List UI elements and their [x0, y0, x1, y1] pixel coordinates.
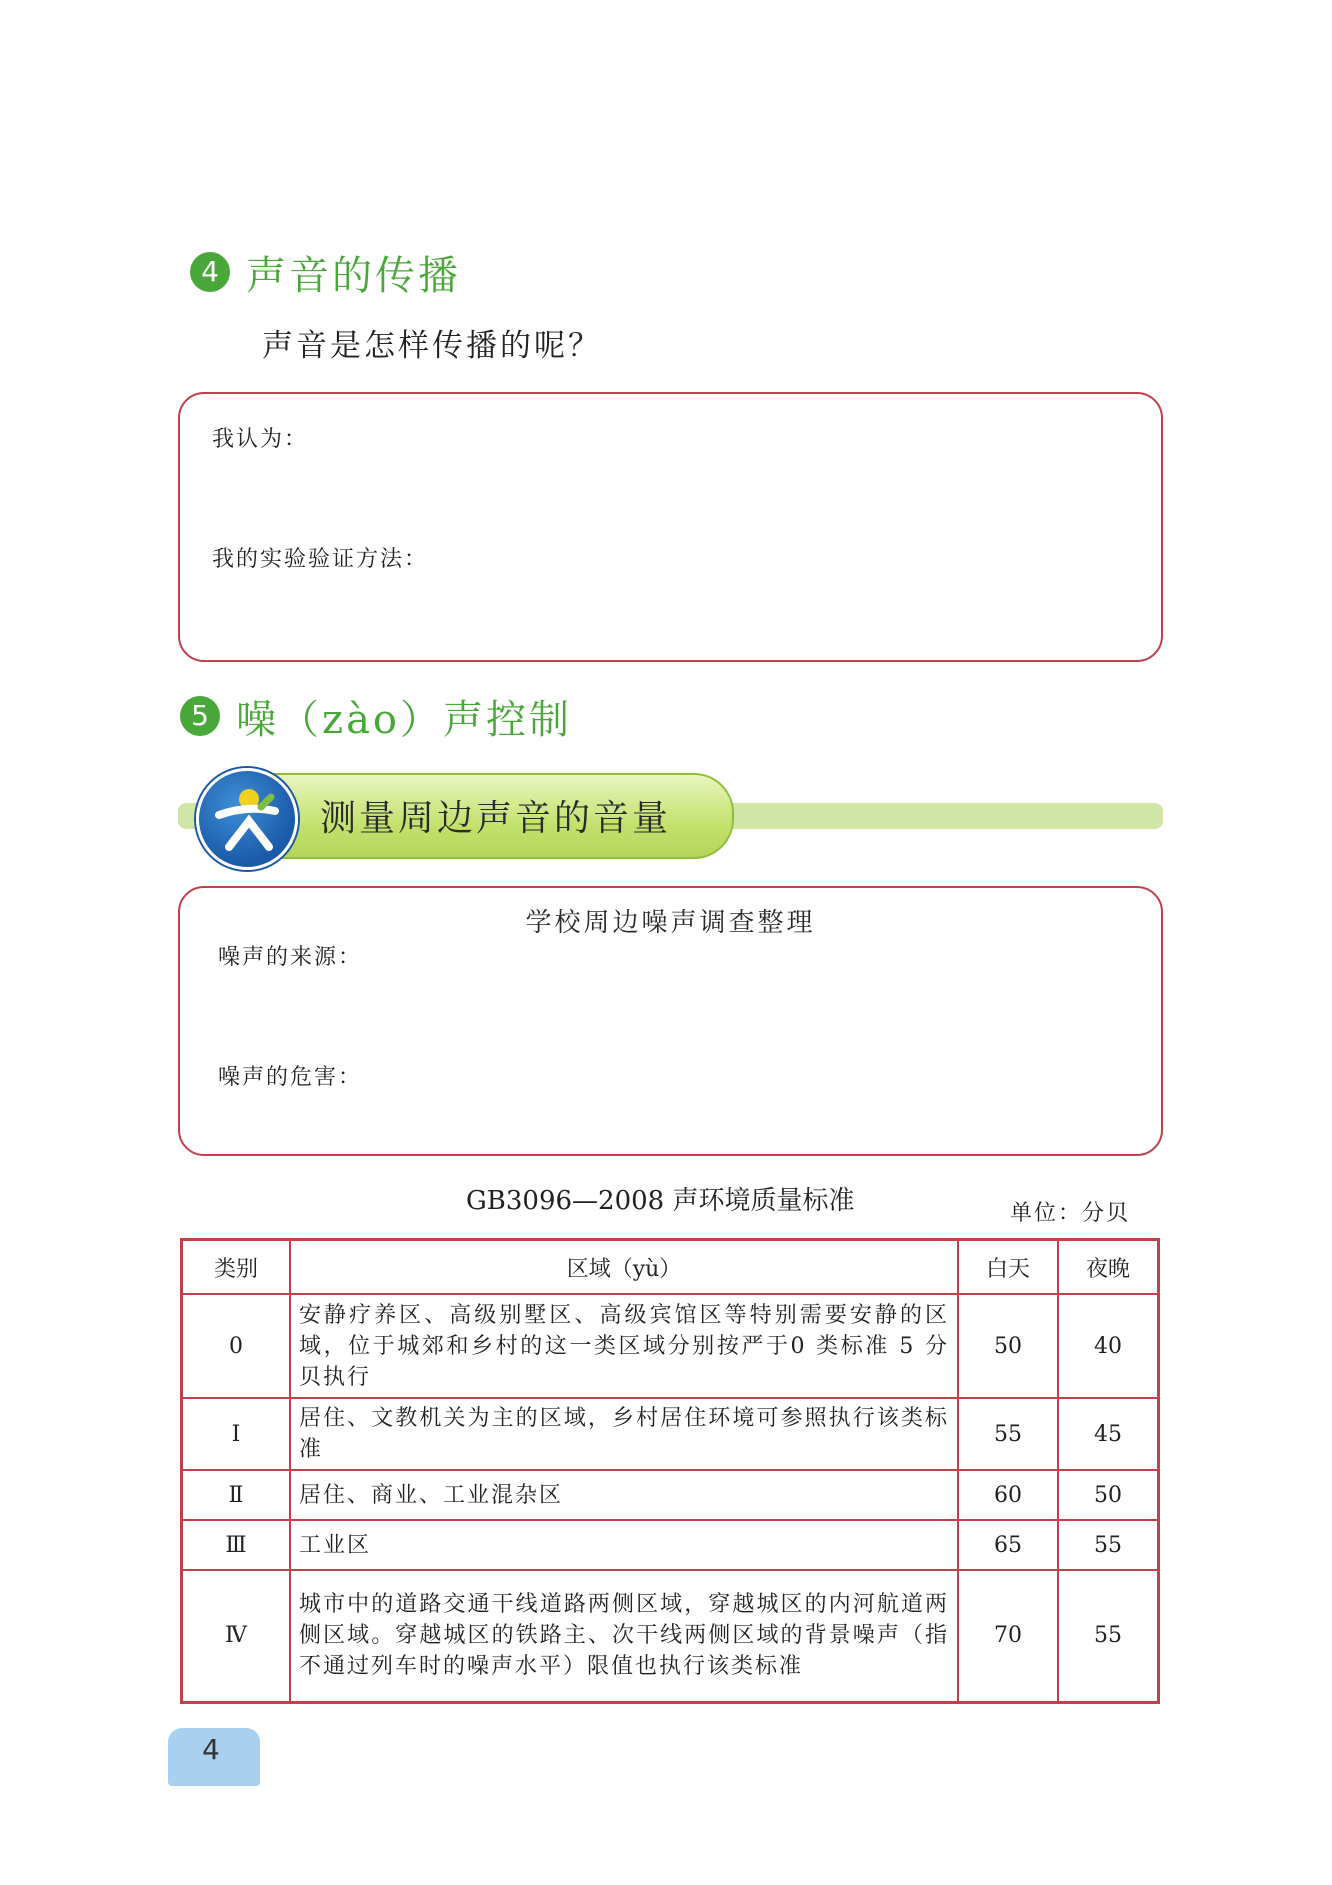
table-row	[182, 1398, 1159, 1470]
hypothesis-label: 我认为：	[212, 427, 309, 452]
section-5-title: 噪（zào）声控制	[236, 697, 573, 743]
row-category: Ⅳ	[182, 1570, 291, 1702]
activity-title: 测量周边声音的音量	[320, 798, 672, 839]
row-night-value: 55	[1058, 1520, 1159, 1570]
activity-figure-icon	[196, 768, 298, 870]
noise-standard-table	[180, 1238, 1160, 1704]
row-night-value: 55	[1058, 1570, 1159, 1702]
table-row	[182, 1520, 1159, 1570]
table-row	[182, 1570, 1159, 1702]
noise-source-label: 噪声的来源：	[218, 945, 363, 970]
noise-survey-box	[178, 886, 1163, 1156]
noise-survey-title: 学校周边噪声调查整理	[525, 908, 816, 938]
row-day-value: 70	[958, 1570, 1058, 1702]
row-category: Ⅲ	[182, 1520, 291, 1570]
noise-harm-label: 噪声的危害：	[218, 1065, 363, 1090]
row-night-value: 50	[1058, 1470, 1159, 1520]
header-day: 白天	[958, 1240, 1058, 1295]
table-row	[182, 1470, 1159, 1520]
standard-title: GB3096—2008 声环境质量标准	[466, 1186, 855, 1216]
row-day-value: 65	[958, 1520, 1058, 1570]
section-4-question: 声音是怎样传播的呢？	[262, 328, 602, 364]
row-category: Ⅱ	[182, 1470, 291, 1520]
section-4-title: 声音的传播	[246, 253, 461, 299]
page-number: 4	[202, 1733, 220, 1766]
experiment-method-label: 我的实验验证方法：	[212, 547, 429, 572]
unit-label: 单位：分贝	[1010, 1201, 1131, 1226]
row-area: 城市中的道路交通干线道路两侧区域，穿越城区的内河航道两侧区域。穿越城区的铁路主、次干线两侧区域的背景噪声（指不通过列车时的噪声水平）限值也执行该类标准	[290, 1570, 958, 1702]
row-night-value: 40	[1058, 1294, 1159, 1398]
row-day-value: 50	[958, 1294, 1058, 1398]
row-area: 工业区	[290, 1520, 958, 1570]
section-4-number-badge: 4	[190, 252, 230, 292]
row-area: 居住、文教机关为主的区域，乡村居住环境可参照执行该类标准	[290, 1398, 958, 1470]
header-category: 类别	[182, 1240, 291, 1295]
row-day-value: 55	[958, 1398, 1058, 1470]
row-day-value: 60	[958, 1470, 1058, 1520]
hypothesis-box	[178, 392, 1163, 662]
section-5-number-badge: 5	[180, 696, 220, 736]
row-area: 居住、商业、工业混杂区	[290, 1470, 958, 1520]
row-area: 安静疗养区、高级别墅区、高级宾馆区等特别需要安静的区域，位于城郊和乡村的这一类区域分别按严于0 类标准 5 分贝执行	[290, 1294, 958, 1398]
row-category: Ⅰ	[182, 1398, 291, 1470]
row-night-value: 45	[1058, 1398, 1159, 1470]
row-category: 0	[182, 1294, 291, 1398]
header-night: 夜晚	[1058, 1240, 1159, 1295]
table-row	[182, 1294, 1159, 1398]
header-area: 区域（yù）	[290, 1240, 958, 1295]
table-header-row	[182, 1240, 1159, 1295]
